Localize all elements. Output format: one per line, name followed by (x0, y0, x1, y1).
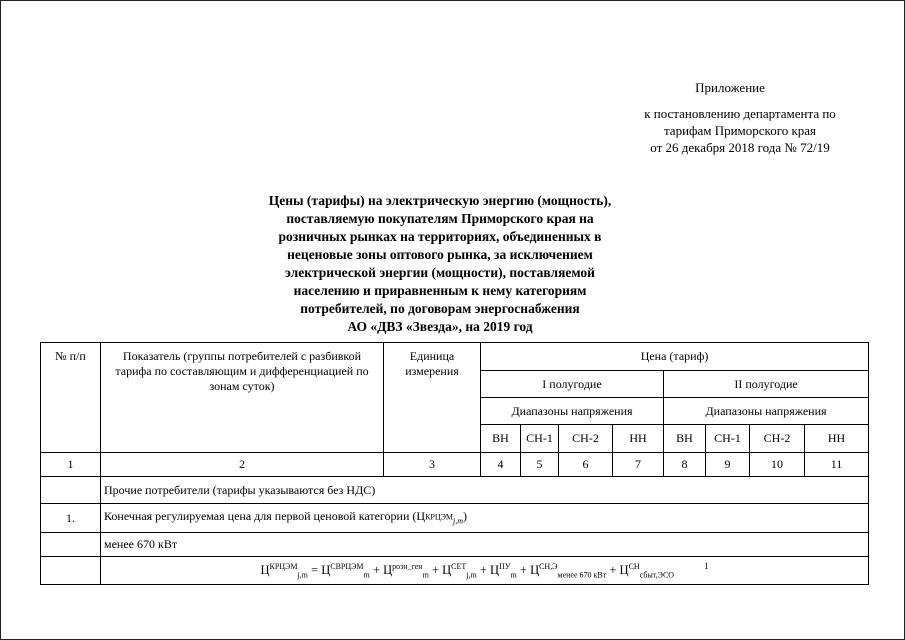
col-number: 10 (750, 453, 805, 477)
header-num: № п/п (41, 343, 101, 453)
title-line: населению и приравненным к нему категориям (293, 283, 587, 298)
row-formula-num (41, 557, 101, 585)
formula-plus: + (476, 563, 491, 578)
header-sn2-1: СН-2 (559, 425, 613, 453)
formula-plus: + (516, 563, 531, 578)
header-vn-2: ВН (664, 425, 706, 453)
col-number: 5 (521, 453, 559, 477)
formula-eq: = (307, 563, 322, 578)
header-half-1: I полугодие (481, 371, 664, 398)
header-vn-1: ВН (481, 425, 521, 453)
formula-sub: сбыт,ЭСО (639, 570, 675, 580)
header-price: Цена (тариф) (481, 343, 869, 371)
item-sym-sup: КРЦЭМ (425, 512, 454, 522)
col-number: 1 (41, 453, 101, 477)
row-less-num (41, 533, 101, 557)
col-number: 11 (805, 453, 869, 477)
title-line: АО «ДВЗ «Звезда», на 2019 год (347, 319, 533, 334)
formula-sup: СЕТ (451, 562, 467, 572)
header-sn1-2: СН-1 (706, 425, 750, 453)
header-ranges-1: Диапазоны напряжения (481, 398, 664, 425)
formula-plus: + (606, 563, 620, 578)
row-other-consumers: Прочие потребители (тарифы указываются без НДС) (101, 477, 869, 504)
formula-term: Ц (490, 563, 500, 578)
header-indicator: Показатель (группы потребителей с разбивкой тарифа по составляющим и дифференциацией по зонам суток) (101, 343, 384, 453)
formula-term: Ц (321, 563, 331, 578)
formula-sub: m (510, 570, 517, 580)
col-number: 2 (101, 453, 384, 477)
row-other-num (41, 477, 101, 504)
header-ranges-2: Диапазоны напряжения (664, 398, 869, 425)
col-number: 7 (613, 453, 664, 477)
formula-sub: m (422, 570, 429, 580)
title-line: розничных рынках на территориях, объединенных в (278, 229, 602, 244)
formula-plus: + (369, 563, 384, 578)
header-nn-2: НН (805, 425, 869, 453)
appendix-line-3: от 26 декабря 2018 года № 72/19 (650, 140, 830, 155)
formula-footnote-mark: 1 (704, 561, 709, 572)
item-sym-sub: j,m (453, 516, 464, 526)
header-half-2: II полугодие (664, 371, 869, 398)
col-number: 8 (664, 453, 706, 477)
row-item-num: 1. (41, 504, 101, 533)
formula-plus: + (428, 563, 443, 578)
formula-sub: j,m (297, 570, 308, 580)
header-nn-1: НН (613, 425, 664, 453)
formula-sup: розн_ген (392, 562, 423, 572)
formula-row (101, 557, 869, 585)
col-number: 6 (559, 453, 613, 477)
appendix-line-2: тарифам Приморского края (663, 123, 817, 138)
title-line: потребителей, по договорам энергоснабжения (300, 301, 580, 316)
formula-lhs: Ц (260, 563, 270, 578)
col-number: 4 (481, 453, 521, 477)
row-item-final-price (101, 504, 869, 533)
formula-term: Ц (530, 563, 540, 578)
appendix-line-1: к постановлению департамента по (644, 106, 836, 121)
formula-sup: СВРЦЭМ (330, 562, 364, 572)
col-number: 3 (384, 453, 481, 477)
item-text: Конечная регулируемая цена для первой ценовой категории (Ц (104, 509, 426, 524)
formula-sup: ПУ (499, 562, 511, 572)
item-close: ) (463, 509, 468, 524)
title-line: электрической энергии (мощности), поставляемой (285, 265, 595, 280)
appendix-title: Приложение (695, 80, 765, 95)
formula-term: Ц (442, 563, 452, 578)
title-line: Цены (тарифы) на электрическую энергию (мощность), (268, 193, 612, 208)
row-less-670kw: менее 670 кВт (101, 533, 869, 557)
formula-term: Ц (619, 563, 629, 578)
title-line: поставляемую покупателям Приморского края на (286, 211, 594, 226)
formula-sup: СН (628, 562, 640, 572)
title-line: неценовые зоны оптового рынка, за исключением (287, 247, 593, 262)
col-number: 9 (706, 453, 750, 477)
header-sn1-1: СН-1 (521, 425, 559, 453)
formula-sub: менее 670 кВт (557, 570, 607, 580)
formula-sub: m (363, 570, 370, 580)
formula-sup: СН,Э (539, 562, 558, 572)
formula-sup: КРЦЭМ (269, 562, 298, 572)
tariff-table (40, 342, 869, 585)
formula-sub: j,m (466, 570, 477, 580)
formula-term: Ц (383, 563, 393, 578)
header-unit: Единица измерения (384, 343, 481, 453)
header-sn2-2: СН-2 (750, 425, 805, 453)
document-title (220, 192, 660, 336)
